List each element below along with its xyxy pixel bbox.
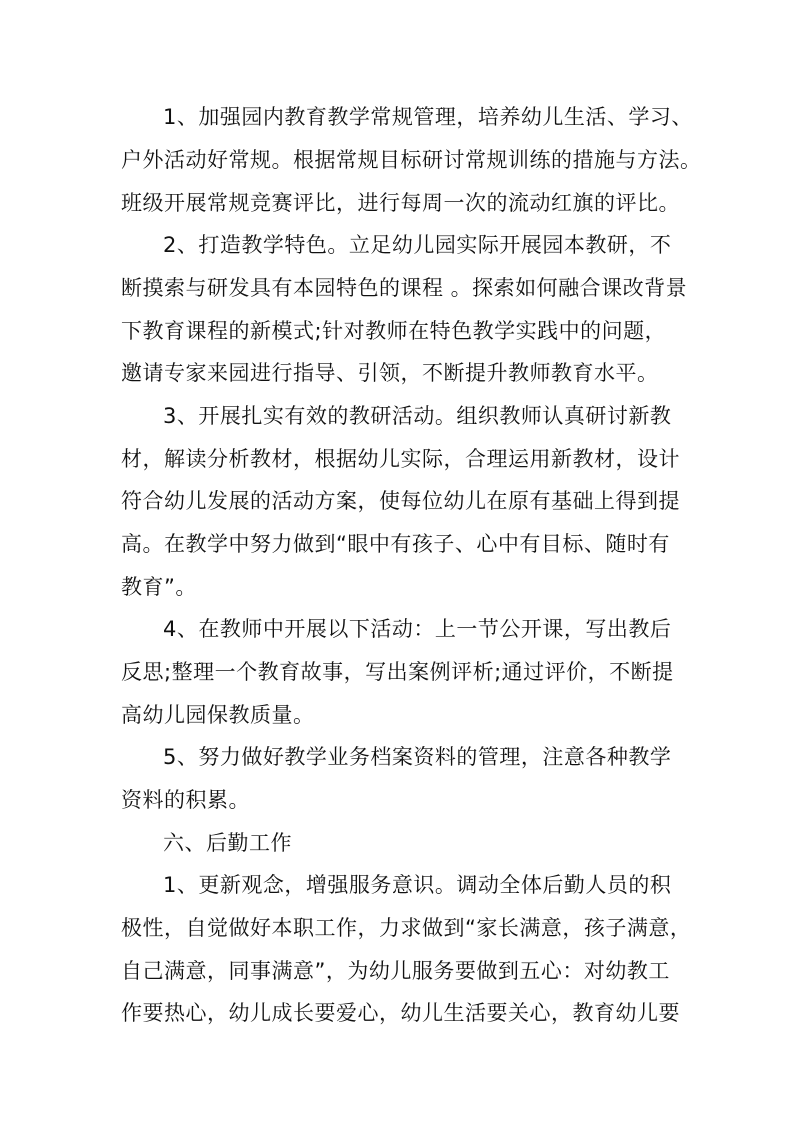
text-line-20: 极性，自觉做好本职工作，力求做到“家长满意，孩子满意，	[121, 916, 692, 940]
text-line-3: 班级开展常规竞赛评比，进行每周一次的流动红旗的评比。	[121, 191, 680, 215]
text-line-19: 1、更新观念，增强服务意识。调动全体后勤人员的积	[163, 873, 672, 897]
text-line-16: 5、努力做好教学业务档案资料的管理，注意各种教学	[163, 745, 672, 769]
text-line-22: 作要热心，幼儿成长要爱心，幼儿生活要关心，教育幼儿要	[121, 1001, 680, 1025]
text-line-7: 邀请专家来园进行指导、引领，不断提升教师教育水平。	[121, 361, 659, 385]
text-line-5: 断摸索与研发具有本园特色的课程 。探索如何融合课改背景	[121, 276, 688, 300]
text-line-10: 符合幼儿发展的活动方案，使每位幼儿在原有基础上得到提	[121, 489, 680, 513]
text-line-15: 高幼儿园保教质量。	[121, 703, 315, 727]
text-line-6: 下教育课程的新模式;针对教师在特色教学实践中的问题，	[121, 319, 667, 343]
text-line-11: 高。在教学中努力做到“眼中有孩子、心中有目标、随时有	[121, 532, 670, 556]
text-line-9: 材，解读分析教材，根据幼儿实际，合理运用新教材，设计	[121, 447, 680, 471]
text-line-8: 3、开展扎实有效的教研活动。组织教师认真研讨新教	[163, 404, 672, 428]
text-line-14: 反思;整理一个教育故事，写出案例评析;通过评价，不断提	[121, 660, 674, 684]
text-line-21: 自己满意，同事满意”，为幼儿服务要做到五心：对幼教工	[121, 959, 670, 983]
text-line-12: 教育”。	[121, 575, 197, 599]
section-heading: 六、后勤工作	[163, 831, 292, 855]
text-line-2: 户外活动好常规。根据常规目标研讨常规训练的措施与方法。	[121, 148, 702, 172]
text-line-17: 资料的积累。	[121, 788, 250, 812]
text-line-13: 4、在教师中开展以下活动：上一节公开课，写出教后	[163, 617, 672, 641]
text-line-4: 2、打造教学特色。立足幼儿园实际开展园本教研，不	[163, 233, 672, 257]
text-line-1: 1、加强园内教育教学常规管理，培养幼儿生活、学习、	[163, 105, 693, 129]
